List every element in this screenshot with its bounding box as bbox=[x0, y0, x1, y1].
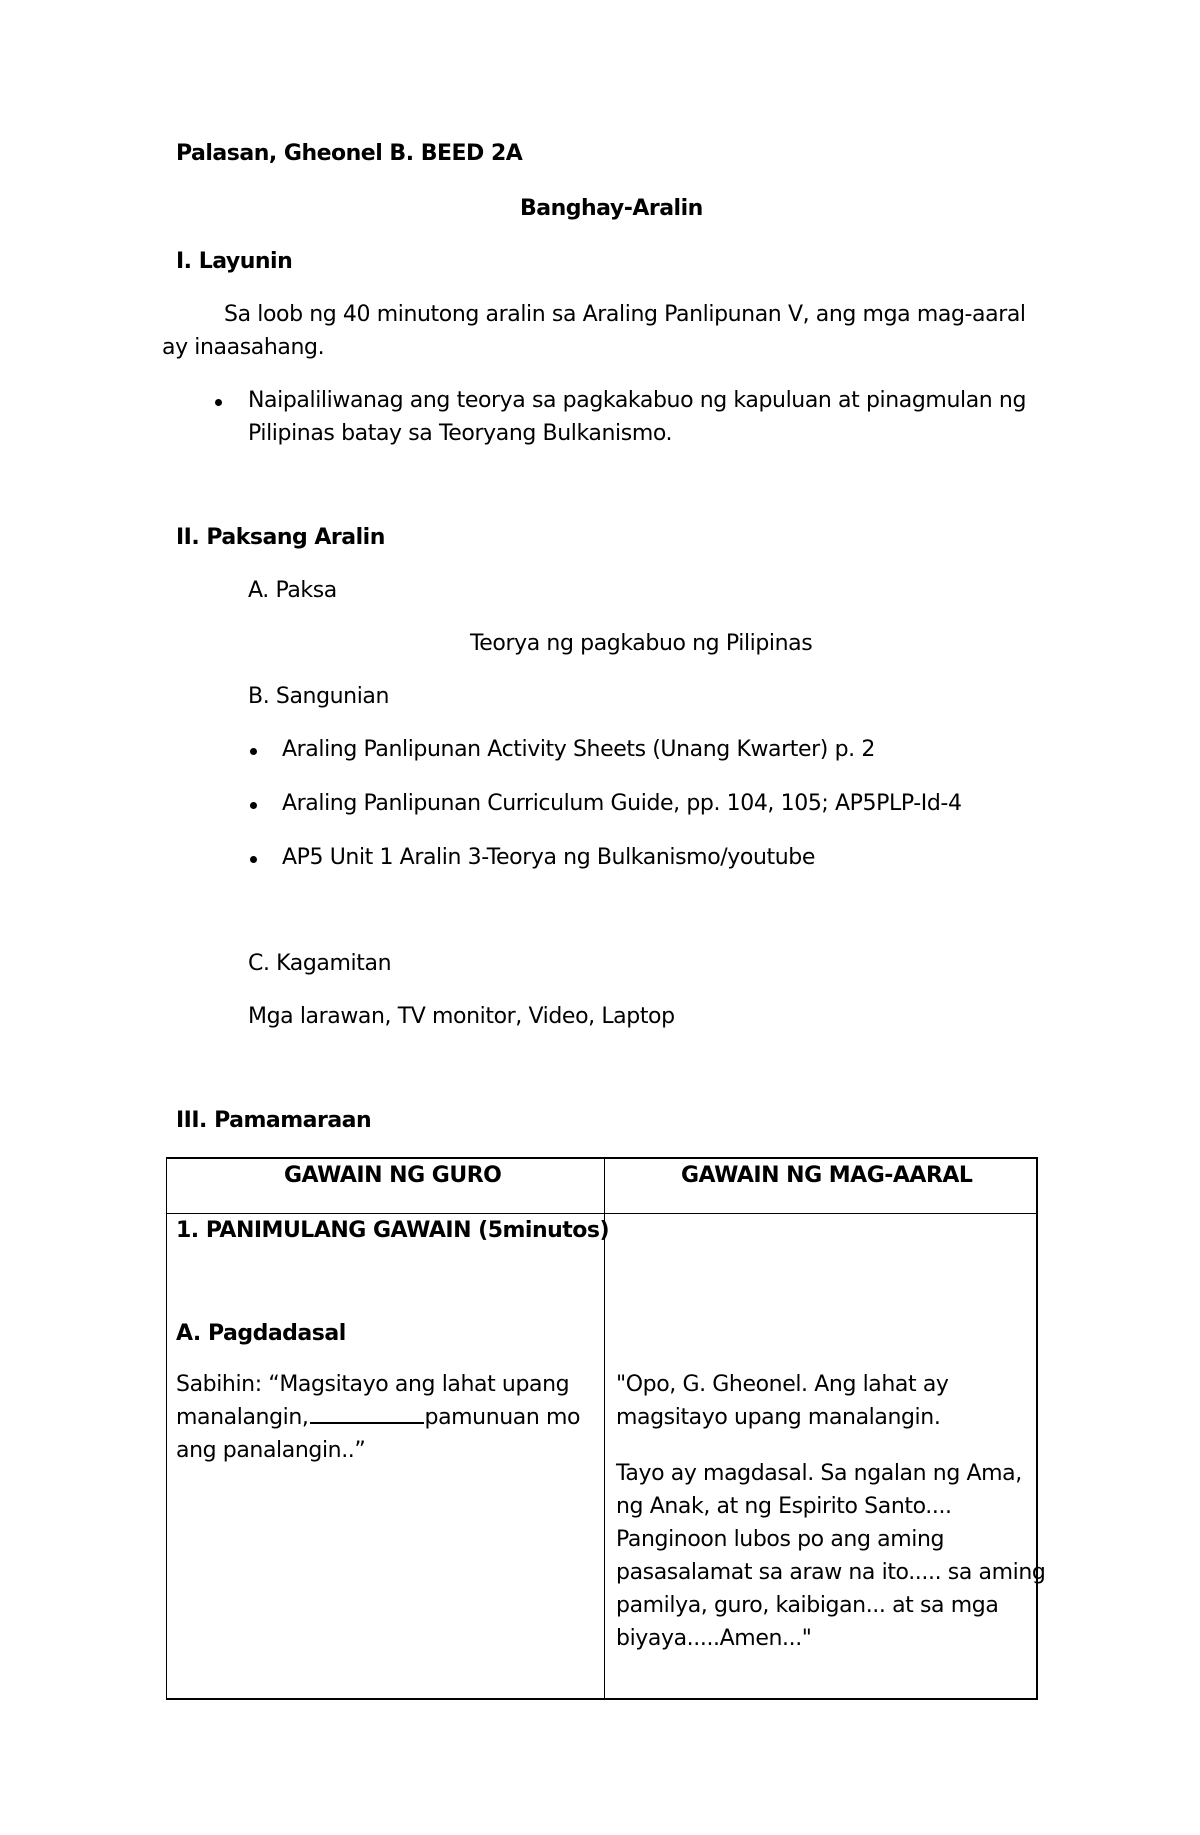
teacher-instruction-part: manalangin, bbox=[176, 1405, 309, 1430]
student-response-line2: magsitayo upang manalangin. bbox=[616, 1405, 941, 1430]
bullet-icon bbox=[250, 802, 257, 809]
bullet-icon bbox=[250, 856, 257, 863]
section-1-heading: I. Layunin bbox=[176, 249, 293, 274]
sangunian-label: B. Sangunian bbox=[248, 684, 390, 709]
col-header-mag-aaral: GAWAIN NG MAG-AARAL bbox=[681, 1163, 973, 1188]
prayer-line: pamilya, guro, kaibigan... at sa mga bbox=[616, 1593, 999, 1618]
table-header-divider bbox=[166, 1213, 1038, 1214]
section-3-heading: III. Pamamaraan bbox=[176, 1108, 372, 1133]
paksa-topic: Teorya ng pagkabuo ng Pilipinas bbox=[470, 631, 813, 656]
teacher-instruction-line3: ang panalangin..” bbox=[176, 1438, 366, 1463]
section-2-heading: II. Paksang Aralin bbox=[176, 525, 385, 550]
teacher-instruction-line2 bbox=[176, 1405, 580, 1430]
table-border-bottom bbox=[166, 1698, 1038, 1700]
reference-item: AP5 Unit 1 Aralin 3-Teorya ng Bulkanismo/youtube bbox=[282, 845, 815, 870]
intro-text-line1: Sa loob ng 40 minutong aralin sa Araling Panlipunan V, ang mga mag-aaral bbox=[224, 302, 1026, 327]
table-border-right bbox=[1036, 1157, 1038, 1700]
teacher-instruction-part: pamunuan mo bbox=[424, 1405, 581, 1430]
prayer-line: biyaya.....Amen..." bbox=[616, 1626, 812, 1651]
student-response-line1: "Opo, G. Gheonel. Ang lahat ay bbox=[616, 1372, 949, 1397]
bullet-icon bbox=[215, 399, 222, 406]
prayer-line: ng Anak, at ng Espirito Santo.... bbox=[616, 1494, 952, 1519]
intro-text-line2: ay inaasahang. bbox=[162, 335, 325, 360]
objective-line2: Pilipinas batay sa Teoryang Bulkanismo. bbox=[248, 421, 673, 446]
document-title: Banghay-Aralin bbox=[520, 196, 703, 221]
objective-line1: Naipaliliwanag ang teorya sa pagkakabuo ng kapuluan at pinagmulan ng bbox=[248, 388, 1027, 413]
bullet-icon bbox=[250, 748, 257, 755]
sub-step-title: A. Pagdadasal bbox=[176, 1321, 346, 1346]
reference-item: Araling Panlipunan Curriculum Guide, pp. 104, 105; AP5PLP-Id-4 bbox=[282, 791, 962, 816]
step-title: 1. PANIMULANG GAWAIN (5minutos) bbox=[176, 1218, 610, 1243]
author-line: Palasan, Gheonel B. BEED 2A bbox=[176, 141, 523, 166]
table-border-left bbox=[166, 1157, 167, 1700]
reference-item: Araling Panlipunan Activity Sheets (Unang Kwarter) p. 2 bbox=[282, 737, 875, 762]
prayer-line: pasasalamat sa araw na ito..... sa aming bbox=[616, 1560, 1046, 1585]
materials-text: Mga larawan, TV monitor, Video, Laptop bbox=[248, 1004, 675, 1029]
prayer-line: Tayo ay magdasal. Sa ngalan ng Ama, bbox=[616, 1461, 1022, 1486]
kagamitan-label: C. Kagamitan bbox=[248, 951, 392, 976]
table-border-top bbox=[166, 1157, 1038, 1159]
col-header-guro: GAWAIN NG GURO bbox=[284, 1163, 502, 1188]
prayer-line: Panginoon lubos po ang aming bbox=[616, 1527, 945, 1552]
teacher-instruction-line1: Sabihin: “Magsitayo ang lahat upang bbox=[176, 1372, 570, 1397]
fill-in-blank bbox=[310, 1421, 424, 1424]
paksa-label: A. Paksa bbox=[248, 578, 337, 603]
